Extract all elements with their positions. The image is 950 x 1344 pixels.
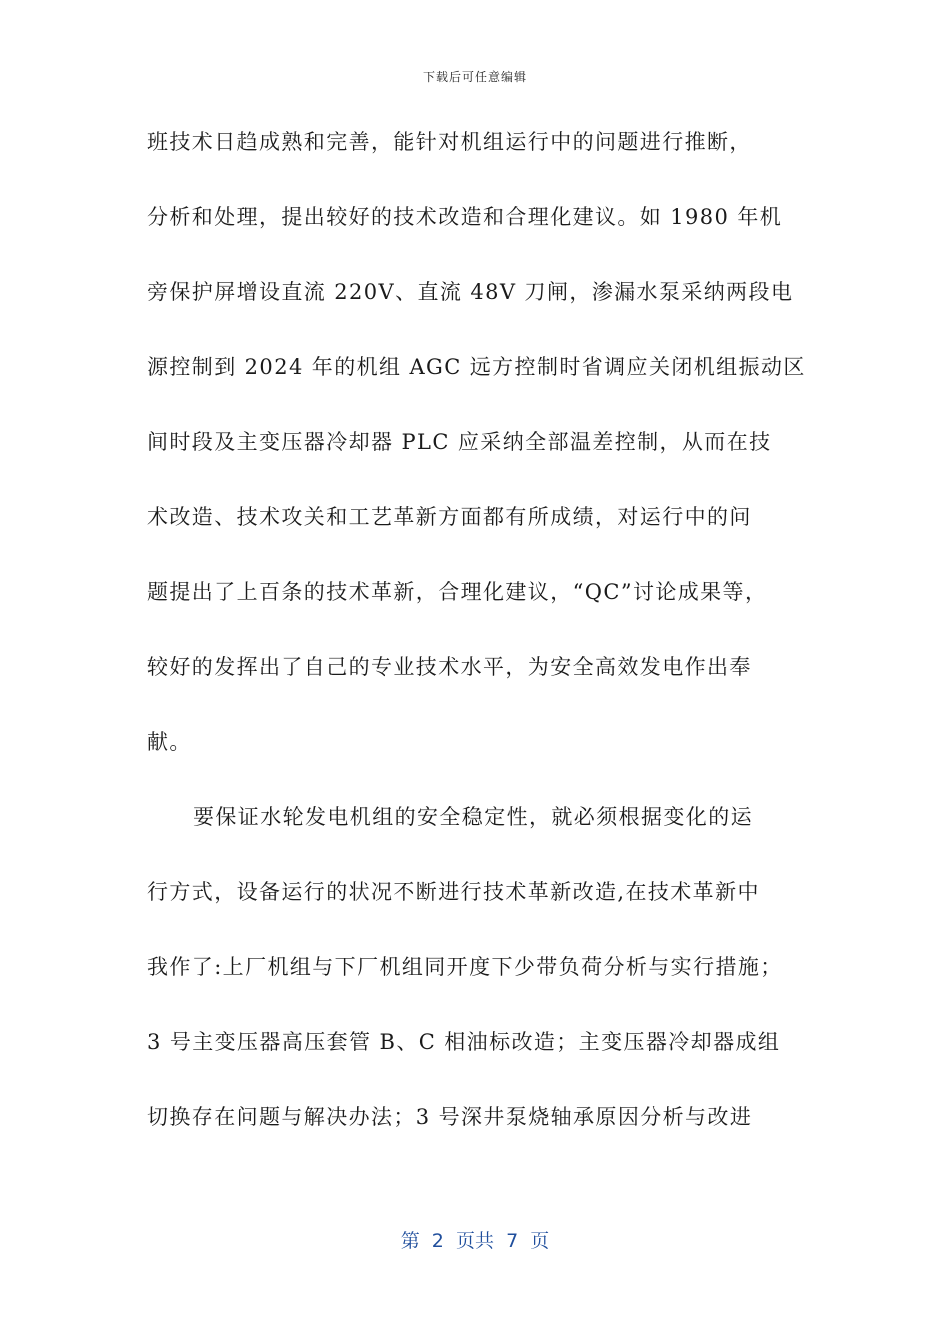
text-line: 题提出了上百条的技术革新，合理化建议，“QC”讨论成果等，	[147, 580, 768, 604]
text-line: 分析和处理，提出较好的技术改造和合理化建议。如 1980 年机	[147, 205, 783, 229]
text-line: 班技术日趋成熟和完善，能针对机组运行中的问题进行推断，	[147, 130, 752, 154]
text-line: 较好的发挥出了自己的专业技术水平，为安全高效发电作出奉	[147, 655, 752, 679]
paragraph-1	[147, 120, 817, 795]
page-label-mid: 页共	[455, 1230, 494, 1252]
text-line: 间时段及主变压器冷却器 PLC 应采纳全部温差控制，从而在技	[147, 430, 772, 454]
text-line: 献。	[147, 730, 192, 754]
text-line: 源控制到 2024 年的机组 AGC 远方控制时省调应关闭机组振动区	[147, 355, 806, 379]
text-line: 旁保护屏增设直流 220V、直流 48V 刀闸，渗漏水泵采纳两段电	[147, 280, 794, 304]
page-footer	[0, 1226, 950, 1253]
page-label-suffix: 页	[530, 1230, 550, 1252]
header-note: 下载后可任意编辑	[422, 70, 527, 84]
page-label-prefix: 第	[400, 1230, 420, 1252]
text-line: 我作了:上厂机组与下厂机组同开度下少带负荷分析与实行措施；	[147, 955, 783, 979]
paragraph-2	[147, 795, 817, 1170]
text-line: 切换存在问题与解决办法；3 号深井泵烧轴承原因分析与改进	[147, 1105, 753, 1129]
text-line: 术改造、技术攻关和工艺革新方面都有所成绩，对运行中的问	[147, 505, 752, 529]
current-page-number: 2	[431, 1230, 444, 1252]
text-line: 3 号主变压器高压套管 B、C 相油标改造；主变压器冷却器成组	[147, 1030, 781, 1054]
document-body	[147, 120, 817, 1170]
text-line: 行方式，设备运行的状况不断进行技术革新改造,在技术革新中	[147, 880, 760, 904]
total-pages-number: 7	[506, 1230, 519, 1252]
text-line: 要保证水轮发电机组的安全稳定性，就必须根据变化的运	[193, 805, 753, 829]
